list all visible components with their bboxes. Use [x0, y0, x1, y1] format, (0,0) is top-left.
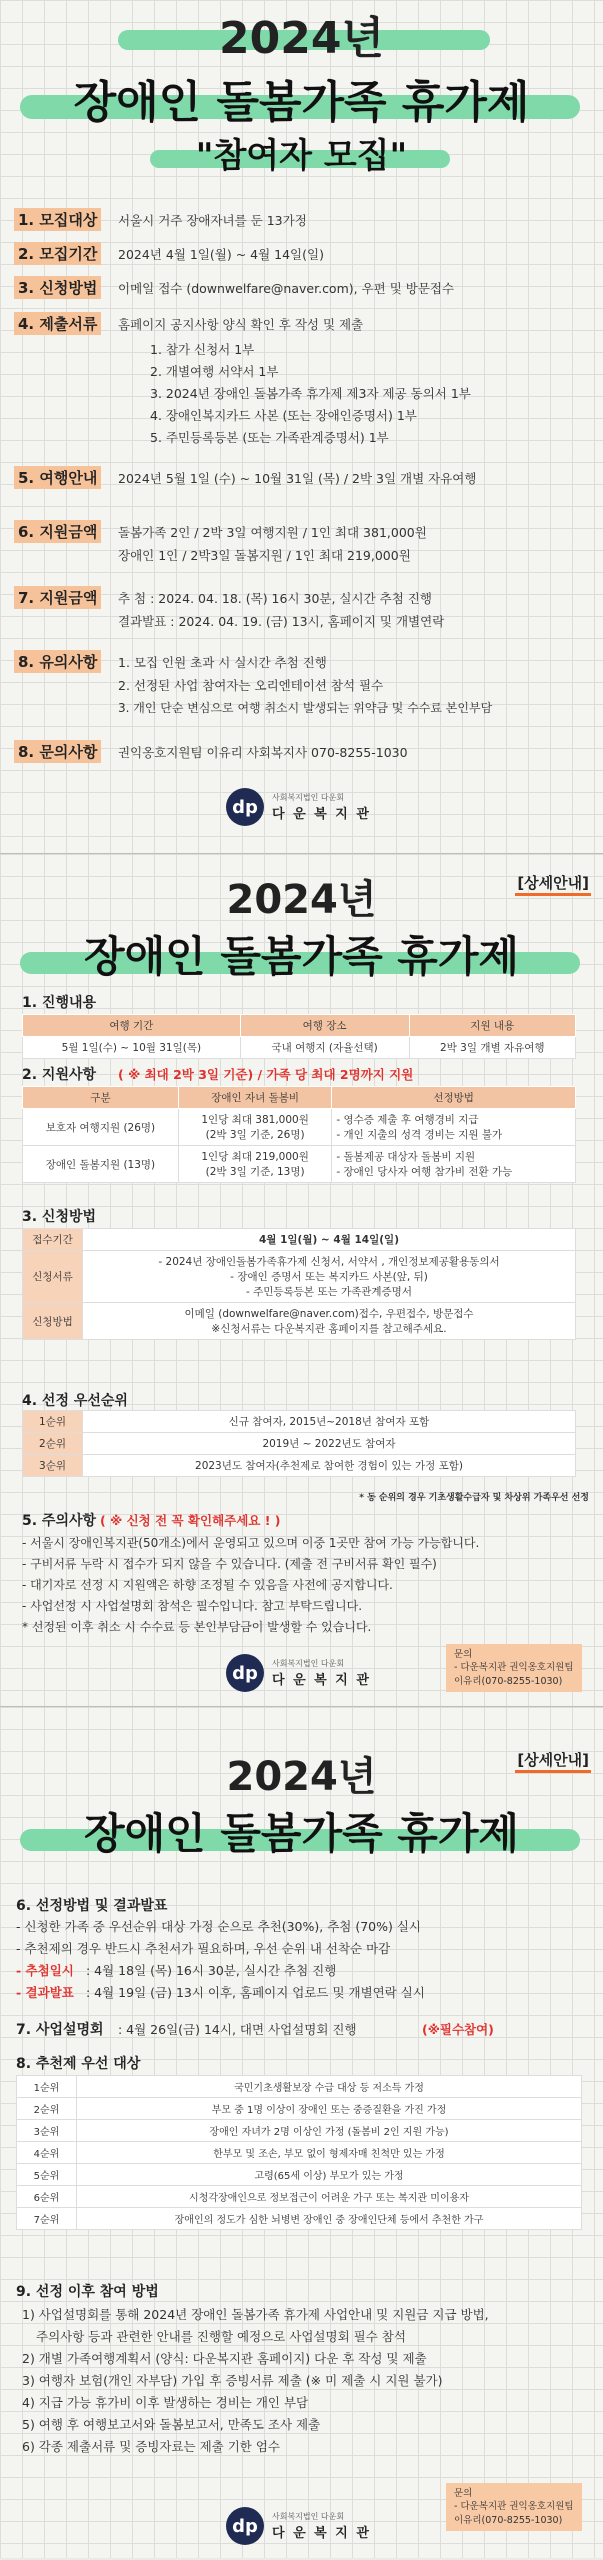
- row-key: 4순위: [17, 2142, 77, 2164]
- logo-mark: dp: [226, 1654, 264, 1692]
- selection-line: - 신청한 가족 중 우선순위 대상 가정 순으로 추천(30%), 추첨 (70%) 실시: [16, 1919, 421, 1934]
- row-key: 7순위: [17, 2208, 77, 2230]
- apply-table: [22, 1228, 576, 1340]
- poster-page-3: [0, 1706, 603, 2558]
- cell-line: ※신청서류는 다운복지관 홈페이지를 참고해주세요.: [211, 1323, 447, 1335]
- caution-line: - 구비서류 누락 시 접수가 되지 않을 수 있습니다. (제출 전 구비서류 확인 필수): [22, 1557, 437, 1571]
- contact-line: - 다운복지관 권익옹호지원팀: [454, 2501, 574, 2513]
- caution-line: - 사업선정 시 사업설명회 참석은 필수입니다. 참고 부탁드립니다.: [22, 1599, 363, 1613]
- main-title: 장애인 돌봄가족 휴가제: [73, 77, 530, 128]
- table-header: 구분: [23, 1087, 179, 1109]
- section-text: 2024년 5월 1일 (수) ~ 10월 31일 (목) / 2박 3일 개별 자유여행: [118, 471, 477, 486]
- cell-line: - 주민등록등본 또는 가족관계증명서: [246, 1286, 412, 1298]
- table-cell: 장애인 자녀가 2명 이상인 가정 (돌봄비 2인 지원 가능): [77, 2120, 582, 2142]
- section-text: 돌봄가족 2인 / 2박 3일 여행지원 / 1인 최대 381,000원: [118, 525, 427, 540]
- logo-subtitle: 사회복지법인 다운회: [272, 2512, 345, 2521]
- contact-box: [446, 2483, 582, 2531]
- table-cell: [332, 1146, 576, 1183]
- section-text: 2024년 4월 1일(월) ~ 4월 14일(일): [118, 247, 324, 262]
- section-label: 3. 신청방법: [14, 276, 101, 299]
- priority-table: [22, 1410, 576, 1477]
- section-text: 서울시 거주 장애자녀를 둔 13가정: [118, 213, 307, 228]
- draw-label: - 추첨일시: [16, 1963, 74, 1978]
- section-label: 8. 유의사항: [14, 650, 101, 673]
- main-title: 장애인 돌봄가족 휴가제: [84, 932, 519, 981]
- table-header: 장애인 자녀 돌봄비: [178, 1087, 331, 1109]
- briefing-text: : 4월 26일(금) 14시, 대면 사업설명회 진행: [118, 2022, 357, 2037]
- row-key: 1순위: [23, 1411, 83, 1433]
- table-cell: 한부모 및 조손, 부모 없이 형제자매 친척만 있는 가정: [77, 2142, 582, 2164]
- briefing-required: (※필수참여): [422, 2022, 494, 2037]
- contact-line: 문의: [454, 1649, 473, 1660]
- cell-line: - 돌봄제공 대상자 돌봄비 지원: [336, 1151, 476, 1163]
- itinerary-table: [22, 1014, 576, 1059]
- main-title: 장애인 돌봄가족 휴가제: [84, 1809, 519, 1858]
- table-cell: 보호자 여행지원 (26명): [23, 1109, 179, 1146]
- table-cell: 장애인 돌봄지원 (13명): [23, 1146, 179, 1183]
- detail-badge: [상세안내]: [515, 1749, 591, 1773]
- poster-page-2: [0, 853, 603, 1706]
- section-heading: 5. 주의사항: [22, 1513, 97, 1529]
- section-text: 권익옹호지원팀 이유리 사회복지사 070-8255-1030: [118, 745, 408, 760]
- logo-subtitle: 사회복지법인 다운회: [272, 793, 345, 802]
- doc-item: 2. 개별여행 서약서 1부: [150, 364, 279, 379]
- section-text: 1. 모집 인원 초과 시 실시간 추첨 진행: [118, 655, 327, 670]
- doc-item: 4. 장애인복지카드 사본 (또는 장애인증명서) 1부: [150, 408, 417, 423]
- after-line: 6) 각종 제출서류 및 증빙자료는 제출 기한 엄수: [22, 2439, 280, 2454]
- draw-text: : 4월 18일 (목) 16시 30분, 실시간 추첨 진행: [86, 1963, 337, 1978]
- doc-item: 3. 2024년 장애인 돌봄가족 휴가제 제3자 제공 동의서 1부: [150, 386, 471, 401]
- table-header: 여행 장소: [240, 1015, 409, 1037]
- table-cell: 국내 여행지 (자율선택): [240, 1037, 409, 1059]
- support-line: 장애인 1인 / 2박3일 돌봄지원 / 1인 최대 219,000원: [118, 548, 411, 563]
- table-cell: 2023년도 참여자(추천제로 참여한 경험이 있는 가정 포함): [83, 1455, 576, 1477]
- priority-note: * 동 순위의 경우 기초생활수급자 및 차상위 가족우선 선정: [359, 1493, 589, 1503]
- cell-line: 1인당 최대 381,000원: [201, 1114, 309, 1126]
- caution-line: * 선정된 이후 취소 시 수수료 등 본인부담금이 발생할 수 있습니다.: [22, 1620, 372, 1634]
- year-heading: 2024년: [226, 877, 377, 923]
- contact-line: 이유리(070-8255-1030): [454, 1675, 563, 1687]
- table-cell: 2박 3일 개별 자유여행: [409, 1037, 575, 1059]
- section-label: 7. 지원금액: [14, 586, 101, 609]
- table-header: 선정방법: [332, 1087, 576, 1109]
- table-cell: 국민기초생활보장 수급 대상 등 저소득 가정: [77, 2076, 582, 2098]
- row-key: 3순위: [23, 1455, 83, 1477]
- doc-item: 5. 주민등록등본 (또는 가족관계증명서) 1부: [150, 430, 389, 445]
- table-cell: 2019년 ~ 2022년도 참여자: [83, 1433, 576, 1455]
- table-cell: 장애인의 정도가 심한 뇌병변 장애인 중 장애인단체 등에서 추천한 가구: [77, 2208, 582, 2230]
- row-key: 2순위: [23, 1433, 83, 1455]
- logo-subtitle: 사회복지법인 다운회: [272, 1659, 345, 1668]
- logo-name: 다 운 복 지 관: [272, 807, 371, 822]
- contact-box: [446, 1644, 582, 1692]
- section-heading: 2. 지원사항: [22, 1067, 97, 1083]
- section-label: 4. 제출서류: [14, 312, 101, 335]
- support-table: [22, 1086, 576, 1183]
- detail-badge: [상세안내]: [515, 872, 591, 896]
- table-cell: [178, 1146, 331, 1183]
- note-line: 2. 선정된 사업 참여자는 오리엔테이션 참석 필수: [118, 678, 384, 693]
- table-cell: [83, 1251, 576, 1303]
- table-cell: 고령(65세 이상) 부모가 있는 가정: [77, 2164, 582, 2186]
- section-label: 8. 문의사항: [14, 740, 101, 763]
- row-key: 접수기간: [23, 1229, 83, 1251]
- logo: [226, 1654, 371, 1692]
- subtitle: "참여자 모집": [195, 136, 408, 176]
- contact-line: - 다운복지관 권익옹호지원팀: [454, 1662, 574, 1674]
- logo: [226, 2507, 371, 2545]
- row-key: 3순위: [17, 2120, 77, 2142]
- cell-line: - 장애인 증명서 또는 복지카드 사본(앞, 뒤): [230, 1271, 428, 1283]
- note-line: 3. 개인 단순 변심으로 여행 취소시 발생되는 위약금 및 수수료 본인부담: [118, 701, 493, 715]
- table-header: 여행 기간: [23, 1015, 241, 1037]
- cell-line: 이메일 (downwelfare@naver.com)접수, 우편접수, 방문접수: [184, 1308, 474, 1320]
- table-cell: 4월 1일(월) ~ 4월 14일(일): [83, 1229, 576, 1251]
- logo-name: 다 운 복 지 관: [272, 2526, 371, 2541]
- year-heading: 2024년: [226, 1754, 377, 1800]
- logo: [226, 788, 371, 826]
- table-cell: [83, 1303, 576, 1340]
- support-note: ( ※ 최대 2박 3일 기준) / 가족 당 최대 2명까지 지원: [118, 1067, 414, 1082]
- section-label: 6. 지원금액: [14, 520, 101, 543]
- cell-line: (2박 3일 기준, 26명): [205, 1129, 305, 1141]
- cell-line: - 영수증 제출 후 여행경비 지급: [336, 1114, 479, 1126]
- poster-page-1: [0, 0, 603, 853]
- selection-line: - 추천제의 경우 반드시 추천서가 필요하며, 우선 순위 내 선착순 마감: [16, 1941, 391, 1956]
- caution-line: - 서울시 장애인복지관(50개소)에서 운영되고 있으며 이중 1곳만 참여 가능 가능합니다.: [22, 1536, 480, 1550]
- table-cell: 시청각장애인으로 정보접근이 어려운 가구 또는 복지관 미이용자: [77, 2186, 582, 2208]
- logo-mark: dp: [226, 2507, 264, 2545]
- logo-name: 다 운 복 지 관: [272, 1673, 371, 1688]
- row-key: 신청서류: [23, 1251, 83, 1303]
- cell-line: (2박 3일 기준, 13명): [205, 1166, 305, 1178]
- result-text: : 4월 19일 (금) 13시 이후, 홈페이지 업로드 및 개별연락 실시: [86, 1985, 425, 2000]
- section-label: 2. 모집기간: [14, 242, 101, 265]
- cell-line: - 2024년 장애인돌봄가족휴가제 신청서, 서약서 , 개인정보제공활용동의서: [158, 1256, 500, 1268]
- row-key: 1순위: [17, 2076, 77, 2098]
- contact-line: 이유리(070-8255-1030): [454, 2514, 563, 2526]
- logo-mark: dp: [226, 788, 264, 826]
- table-cell: [178, 1109, 331, 1146]
- section-label: 1. 모집대상: [14, 208, 101, 231]
- section-text: 홈페이지 공지사항 양식 확인 후 작성 및 제출: [118, 317, 364, 332]
- row-key: 6순위: [17, 2186, 77, 2208]
- section-text: 이메일 접수 (downwelfare@naver.com), 우편 및 방문접수: [118, 281, 455, 296]
- table-header: 지원 내용: [409, 1015, 575, 1037]
- table-cell: 5월 1일(수) ~ 10월 31일(목): [23, 1037, 241, 1059]
- contact-line: 문의: [454, 2488, 473, 2499]
- section-heading: 3. 신청방법: [22, 1209, 97, 1225]
- table-cell: [332, 1109, 576, 1146]
- row-key: 5순위: [17, 2164, 77, 2186]
- result-label: - 결과발표: [16, 1985, 74, 2000]
- cell-line: - 장애인 당사자 여행 참가비 전환 가능: [336, 1166, 513, 1178]
- doc-item: 1. 참가 신청서 1부: [150, 342, 255, 357]
- section-label: 5. 여행안내: [14, 466, 101, 489]
- cell-line: - 개인 지출의 성격 경비는 지원 불가: [336, 1129, 503, 1141]
- cell-line: 1인당 최대 219,000원: [201, 1151, 309, 1163]
- section-heading: 8. 추천제 우선 대상: [16, 2056, 141, 2072]
- row-key: 신청방법: [23, 1303, 83, 1340]
- row-key: 2순위: [17, 2098, 77, 2120]
- section-heading: 4. 선정 우선순위: [22, 1393, 128, 1409]
- after-line: 2) 개별 가족여행계획서 (양식: 다운복지관 홈페이지) 다운 후 작성 및 제출: [22, 2351, 427, 2366]
- after-line: 1) 사업설명회를 통해 2024년 장애인 돌봄가족 휴가제 사업안내 및 지원금 지급 방법,: [22, 2307, 489, 2322]
- recommend-table: [16, 2075, 582, 2230]
- year-heading: 2024년: [219, 13, 384, 64]
- caution-line: - 대기자로 선정 시 지원액은 하향 조정될 수 있음을 사전에 공지합니다.: [22, 1578, 393, 1592]
- caution-note: ( ※ 신청 전 꼭 확인해주세요 ! ): [100, 1513, 281, 1528]
- section-heading: 7. 사업설명회: [16, 2022, 104, 2038]
- section-text: 추 첨 : 2024. 04. 18. (목) 16시 30분, 실시간 추첨 진행: [118, 591, 432, 606]
- table-cell: 신규 참여자, 2015년~2018년 참여자 포함: [83, 1411, 576, 1433]
- after-line: 4) 지급 가능 휴가비 이후 발생하는 경비는 개인 부담: [22, 2395, 309, 2410]
- result-line: 결과발표 : 2024. 04. 19. (금) 13시, 홈페이지 및 개별연락: [118, 614, 445, 629]
- after-line: 5) 여행 후 여행보고서와 돌봄보고서, 만족도 조사 제출: [22, 2417, 321, 2432]
- section-heading: 6. 선정방법 및 결과발표: [16, 1898, 168, 1914]
- after-line: 주의사항 등과 관련한 안내를 진행할 예정으로 사업설명회 필수 참석: [36, 2329, 406, 2344]
- after-line: 3) 여행자 보험(개인 자부담) 가입 후 증빙서류 제출 (※ 미 제출 시 지원 불가): [22, 2373, 443, 2388]
- table-cell: 부모 중 1명 이상이 장애인 또는 중증질환을 가진 가정: [77, 2098, 582, 2120]
- section-heading: 9. 선정 이후 참여 방법: [16, 2284, 159, 2300]
- section-heading: 1. 진행내용: [22, 995, 97, 1011]
